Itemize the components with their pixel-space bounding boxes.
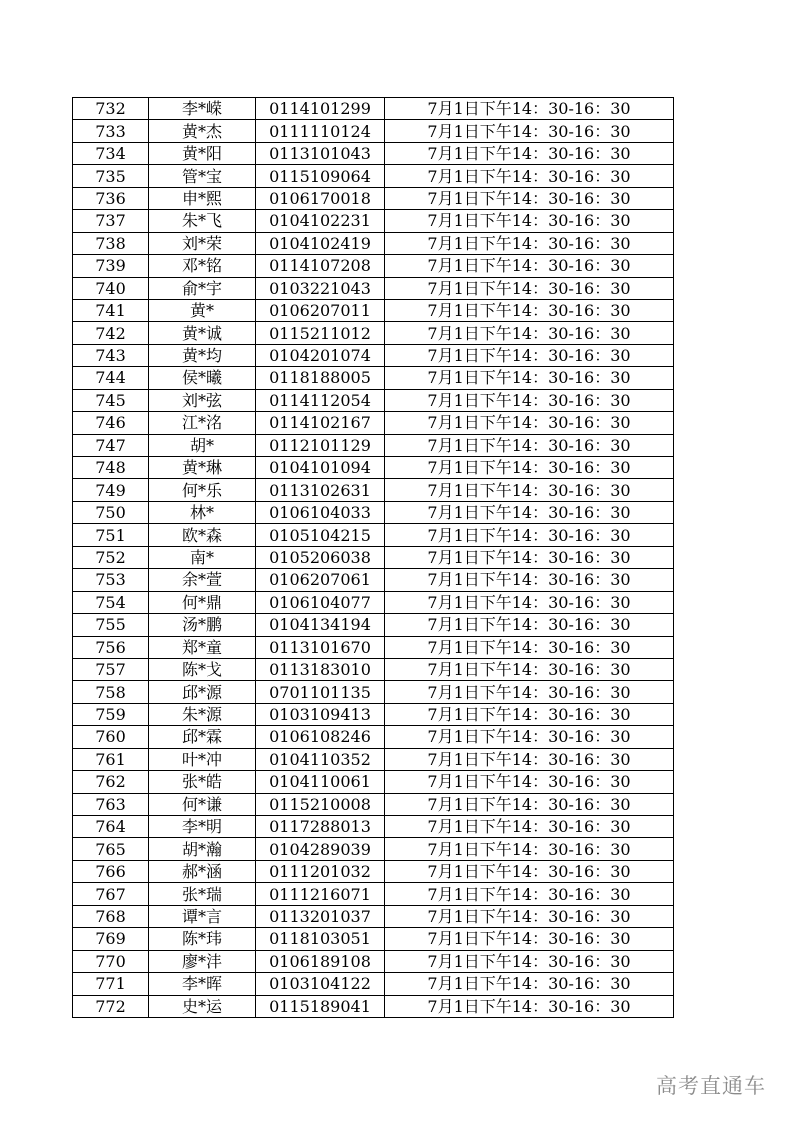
cell-name: 南* bbox=[149, 546, 256, 568]
cell-number: 750 bbox=[73, 501, 149, 523]
cell-exam-id: 0113101043 bbox=[256, 142, 385, 164]
table-row bbox=[73, 255, 674, 277]
cell-name: 邓*铭 bbox=[149, 255, 256, 277]
cell-exam-id: 0104110352 bbox=[256, 748, 385, 770]
cell-exam-id: 0113101670 bbox=[256, 636, 385, 658]
cell-name: 郝*涵 bbox=[149, 860, 256, 882]
table-row bbox=[73, 277, 674, 299]
cell-exam-id: 0111201032 bbox=[256, 860, 385, 882]
cell-exam-id: 0103109413 bbox=[256, 703, 385, 725]
cell-number: 758 bbox=[73, 681, 149, 703]
cell-number: 762 bbox=[73, 771, 149, 793]
cell-exam-time: 7月1日下午14：30-16：30 bbox=[385, 120, 674, 142]
cell-name: 黄*诚 bbox=[149, 322, 256, 344]
table-row bbox=[73, 524, 674, 546]
cell-exam-time: 7月1日下午14：30-16：30 bbox=[385, 905, 674, 927]
table-row bbox=[73, 905, 674, 927]
cell-exam-id: 0104101094 bbox=[256, 457, 385, 479]
cell-name: 胡*瀚 bbox=[149, 838, 256, 860]
cell-number: 741 bbox=[73, 299, 149, 321]
cell-number: 744 bbox=[73, 367, 149, 389]
table-row bbox=[73, 838, 674, 860]
cell-number: 764 bbox=[73, 816, 149, 838]
cell-exam-time: 7月1日下午14：30-16：30 bbox=[385, 726, 674, 748]
cell-number: 761 bbox=[73, 748, 149, 770]
cell-number: 772 bbox=[73, 995, 149, 1017]
cell-name: 何*乐 bbox=[149, 479, 256, 501]
cell-exam-id: 0115210008 bbox=[256, 793, 385, 815]
cell-exam-time: 7月1日下午14：30-16：30 bbox=[385, 299, 674, 321]
cell-exam-time: 7月1日下午14：30-16：30 bbox=[385, 860, 674, 882]
cell-exam-id: 0104102231 bbox=[256, 210, 385, 232]
table-row bbox=[73, 973, 674, 995]
cell-name: 史*运 bbox=[149, 995, 256, 1017]
cell-exam-id: 0701101135 bbox=[256, 681, 385, 703]
table-row bbox=[73, 569, 674, 591]
cell-name: 黄* bbox=[149, 299, 256, 321]
cell-exam-time: 7月1日下午14：30-16：30 bbox=[385, 98, 674, 120]
cell-number: 770 bbox=[73, 950, 149, 972]
table-row bbox=[73, 165, 674, 187]
cell-number: 733 bbox=[73, 120, 149, 142]
cell-name: 汤*鹏 bbox=[149, 614, 256, 636]
cell-exam-id: 0106207061 bbox=[256, 569, 385, 591]
cell-exam-time: 7月1日下午14：30-16：30 bbox=[385, 210, 674, 232]
cell-exam-time: 7月1日下午14：30-16：30 bbox=[385, 232, 674, 254]
cell-name: 陈*玮 bbox=[149, 928, 256, 950]
cell-exam-id: 0104289039 bbox=[256, 838, 385, 860]
table-row bbox=[73, 187, 674, 209]
cell-name: 李*晖 bbox=[149, 973, 256, 995]
cell-exam-time: 7月1日下午14：30-16：30 bbox=[385, 457, 674, 479]
cell-exam-id: 0112101129 bbox=[256, 434, 385, 456]
cell-exam-time: 7月1日下午14：30-16：30 bbox=[385, 950, 674, 972]
cell-name: 欧*森 bbox=[149, 524, 256, 546]
cell-exam-id: 0103221043 bbox=[256, 277, 385, 299]
roster-body bbox=[73, 98, 674, 1018]
cell-exam-time: 7月1日下午14：30-16：30 bbox=[385, 255, 674, 277]
cell-name: 张*瑞 bbox=[149, 883, 256, 905]
cell-number: 738 bbox=[73, 232, 149, 254]
cell-exam-time: 7月1日下午14：30-16：30 bbox=[385, 793, 674, 815]
table-row bbox=[73, 120, 674, 142]
cell-exam-time: 7月1日下午14：30-16：30 bbox=[385, 928, 674, 950]
cell-name: 何*鼎 bbox=[149, 591, 256, 613]
cell-name: 郑*童 bbox=[149, 636, 256, 658]
cell-exam-time: 7月1日下午14：30-16：30 bbox=[385, 322, 674, 344]
cell-exam-id: 0106189108 bbox=[256, 950, 385, 972]
cell-exam-time: 7月1日下午14：30-16：30 bbox=[385, 546, 674, 568]
cell-exam-time: 7月1日下午14：30-16：30 bbox=[385, 389, 674, 411]
cell-exam-id: 0104102419 bbox=[256, 232, 385, 254]
cell-number: 769 bbox=[73, 928, 149, 950]
table-row bbox=[73, 479, 674, 501]
cell-exam-time: 7月1日下午14：30-16：30 bbox=[385, 412, 674, 434]
cell-name: 邱*霖 bbox=[149, 726, 256, 748]
cell-exam-time: 7月1日下午14：30-16：30 bbox=[385, 344, 674, 366]
cell-number: 745 bbox=[73, 389, 149, 411]
cell-exam-id: 0118188005 bbox=[256, 367, 385, 389]
cell-number: 740 bbox=[73, 277, 149, 299]
cell-exam-id: 0114112054 bbox=[256, 389, 385, 411]
cell-name: 李*嵘 bbox=[149, 98, 256, 120]
table-row bbox=[73, 232, 674, 254]
cell-number: 766 bbox=[73, 860, 149, 882]
cell-name: 张*皓 bbox=[149, 771, 256, 793]
cell-exam-time: 7月1日下午14：30-16：30 bbox=[385, 165, 674, 187]
cell-number: 756 bbox=[73, 636, 149, 658]
cell-number: 734 bbox=[73, 142, 149, 164]
cell-exam-time: 7月1日下午14：30-16：30 bbox=[385, 703, 674, 725]
cell-number: 760 bbox=[73, 726, 149, 748]
cell-exam-id: 0106104077 bbox=[256, 591, 385, 613]
roster-table bbox=[72, 97, 674, 1018]
cell-number: 748 bbox=[73, 457, 149, 479]
cell-exam-id: 0104134194 bbox=[256, 614, 385, 636]
table-row bbox=[73, 950, 674, 972]
table-row bbox=[73, 322, 674, 344]
table-row bbox=[73, 98, 674, 120]
cell-name: 朱*源 bbox=[149, 703, 256, 725]
cell-number: 767 bbox=[73, 883, 149, 905]
table-row bbox=[73, 771, 674, 793]
cell-exam-id: 0115109064 bbox=[256, 165, 385, 187]
cell-number: 735 bbox=[73, 165, 149, 187]
cell-number: 742 bbox=[73, 322, 149, 344]
cell-number: 759 bbox=[73, 703, 149, 725]
cell-name: 陈*戈 bbox=[149, 658, 256, 680]
cell-name: 管*宝 bbox=[149, 165, 256, 187]
cell-name: 刘*弦 bbox=[149, 389, 256, 411]
table-row bbox=[73, 367, 674, 389]
cell-exam-id: 0105104215 bbox=[256, 524, 385, 546]
cell-name: 黄*琳 bbox=[149, 457, 256, 479]
table-row bbox=[73, 681, 674, 703]
cell-exam-id: 0106170018 bbox=[256, 187, 385, 209]
table-row bbox=[73, 344, 674, 366]
cell-exam-id: 0106104033 bbox=[256, 501, 385, 523]
cell-number: 755 bbox=[73, 614, 149, 636]
table-row bbox=[73, 614, 674, 636]
cell-exam-id: 0115189041 bbox=[256, 995, 385, 1017]
cell-exam-time: 7月1日下午14：30-16：30 bbox=[385, 816, 674, 838]
table-row bbox=[73, 434, 674, 456]
cell-number: 737 bbox=[73, 210, 149, 232]
cell-exam-time: 7月1日下午14：30-16：30 bbox=[385, 636, 674, 658]
cell-name: 谭*言 bbox=[149, 905, 256, 927]
cell-name: 廖*沣 bbox=[149, 950, 256, 972]
table-row bbox=[73, 928, 674, 950]
cell-name: 朱*飞 bbox=[149, 210, 256, 232]
table-row bbox=[73, 703, 674, 725]
cell-name: 黄*阳 bbox=[149, 142, 256, 164]
cell-exam-time: 7月1日下午14：30-16：30 bbox=[385, 771, 674, 793]
cell-name: 余*萱 bbox=[149, 569, 256, 591]
cell-exam-id: 0111216071 bbox=[256, 883, 385, 905]
table-row bbox=[73, 793, 674, 815]
cell-exam-id: 0113102631 bbox=[256, 479, 385, 501]
cell-exam-time: 7月1日下午14：30-16：30 bbox=[385, 277, 674, 299]
cell-exam-id: 0104201074 bbox=[256, 344, 385, 366]
cell-number: 732 bbox=[73, 98, 149, 120]
cell-exam-time: 7月1日下午14：30-16：30 bbox=[385, 838, 674, 860]
cell-name: 邱*源 bbox=[149, 681, 256, 703]
cell-number: 739 bbox=[73, 255, 149, 277]
cell-exam-id: 0104110061 bbox=[256, 771, 385, 793]
cell-number: 747 bbox=[73, 434, 149, 456]
cell-name: 申*熙 bbox=[149, 187, 256, 209]
cell-exam-id: 0115211012 bbox=[256, 322, 385, 344]
cell-exam-id: 0106108246 bbox=[256, 726, 385, 748]
cell-exam-time: 7月1日下午14：30-16：30 bbox=[385, 569, 674, 591]
cell-exam-time: 7月1日下午14：30-16：30 bbox=[385, 367, 674, 389]
table-row bbox=[73, 210, 674, 232]
cell-number: 763 bbox=[73, 793, 149, 815]
cell-number: 768 bbox=[73, 905, 149, 927]
cell-name: 李*明 bbox=[149, 816, 256, 838]
cell-exam-time: 7月1日下午14：30-16：30 bbox=[385, 479, 674, 501]
cell-exam-id: 0113183010 bbox=[256, 658, 385, 680]
table-row bbox=[73, 412, 674, 434]
cell-exam-time: 7月1日下午14：30-16：30 bbox=[385, 142, 674, 164]
cell-exam-id: 0113201037 bbox=[256, 905, 385, 927]
table-row bbox=[73, 457, 674, 479]
table-row bbox=[73, 591, 674, 613]
cell-exam-time: 7月1日下午14：30-16：30 bbox=[385, 501, 674, 523]
cell-exam-time: 7月1日下午14：30-16：30 bbox=[385, 187, 674, 209]
cell-number: 765 bbox=[73, 838, 149, 860]
cell-exam-id: 0105206038 bbox=[256, 546, 385, 568]
cell-name: 叶*冲 bbox=[149, 748, 256, 770]
table-row bbox=[73, 748, 674, 770]
cell-exam-time: 7月1日下午14：30-16：30 bbox=[385, 591, 674, 613]
cell-exam-time: 7月1日下午14：30-16：30 bbox=[385, 995, 674, 1017]
cell-number: 736 bbox=[73, 187, 149, 209]
cell-name: 胡* bbox=[149, 434, 256, 456]
table-row bbox=[73, 389, 674, 411]
cell-exam-time: 7月1日下午14：30-16：30 bbox=[385, 434, 674, 456]
cell-number: 757 bbox=[73, 658, 149, 680]
cell-exam-time: 7月1日下午14：30-16：30 bbox=[385, 614, 674, 636]
cell-number: 752 bbox=[73, 546, 149, 568]
cell-number: 746 bbox=[73, 412, 149, 434]
table-row bbox=[73, 658, 674, 680]
cell-exam-id: 0103104122 bbox=[256, 973, 385, 995]
cell-name: 黄*均 bbox=[149, 344, 256, 366]
cell-exam-time: 7月1日下午14：30-16：30 bbox=[385, 658, 674, 680]
cell-number: 743 bbox=[73, 344, 149, 366]
cell-name: 何*谦 bbox=[149, 793, 256, 815]
cell-exam-time: 7月1日下午14：30-16：30 bbox=[385, 973, 674, 995]
cell-number: 771 bbox=[73, 973, 149, 995]
cell-name: 俞*宇 bbox=[149, 277, 256, 299]
cell-name: 黄*杰 bbox=[149, 120, 256, 142]
table-row bbox=[73, 883, 674, 905]
table-row bbox=[73, 816, 674, 838]
cell-exam-id: 0106207011 bbox=[256, 299, 385, 321]
cell-number: 753 bbox=[73, 569, 149, 591]
cell-exam-time: 7月1日下午14：30-16：30 bbox=[385, 524, 674, 546]
cell-number: 754 bbox=[73, 591, 149, 613]
table-row bbox=[73, 860, 674, 882]
cell-exam-time: 7月1日下午14：30-16：30 bbox=[385, 748, 674, 770]
cell-name: 江*洺 bbox=[149, 412, 256, 434]
table-row bbox=[73, 995, 674, 1017]
table-row bbox=[73, 636, 674, 658]
table-row bbox=[73, 142, 674, 164]
table-row bbox=[73, 726, 674, 748]
cell-exam-id: 0111110124 bbox=[256, 120, 385, 142]
table-row bbox=[73, 299, 674, 321]
cell-exam-id: 0114102167 bbox=[256, 412, 385, 434]
cell-exam-time: 7月1日下午14：30-16：30 bbox=[385, 883, 674, 905]
cell-number: 751 bbox=[73, 524, 149, 546]
table-row bbox=[73, 501, 674, 523]
cell-name: 林* bbox=[149, 501, 256, 523]
cell-exam-time: 7月1日下午14：30-16：30 bbox=[385, 681, 674, 703]
cell-name: 刘*荣 bbox=[149, 232, 256, 254]
cell-number: 749 bbox=[73, 479, 149, 501]
cell-exam-id: 0114101299 bbox=[256, 98, 385, 120]
cell-exam-id: 0118103051 bbox=[256, 928, 385, 950]
watermark: 高考直通车 bbox=[656, 1074, 766, 1098]
cell-exam-id: 0117288013 bbox=[256, 816, 385, 838]
table-row bbox=[73, 546, 674, 568]
cell-exam-id: 0114107208 bbox=[256, 255, 385, 277]
cell-name: 侯*曦 bbox=[149, 367, 256, 389]
